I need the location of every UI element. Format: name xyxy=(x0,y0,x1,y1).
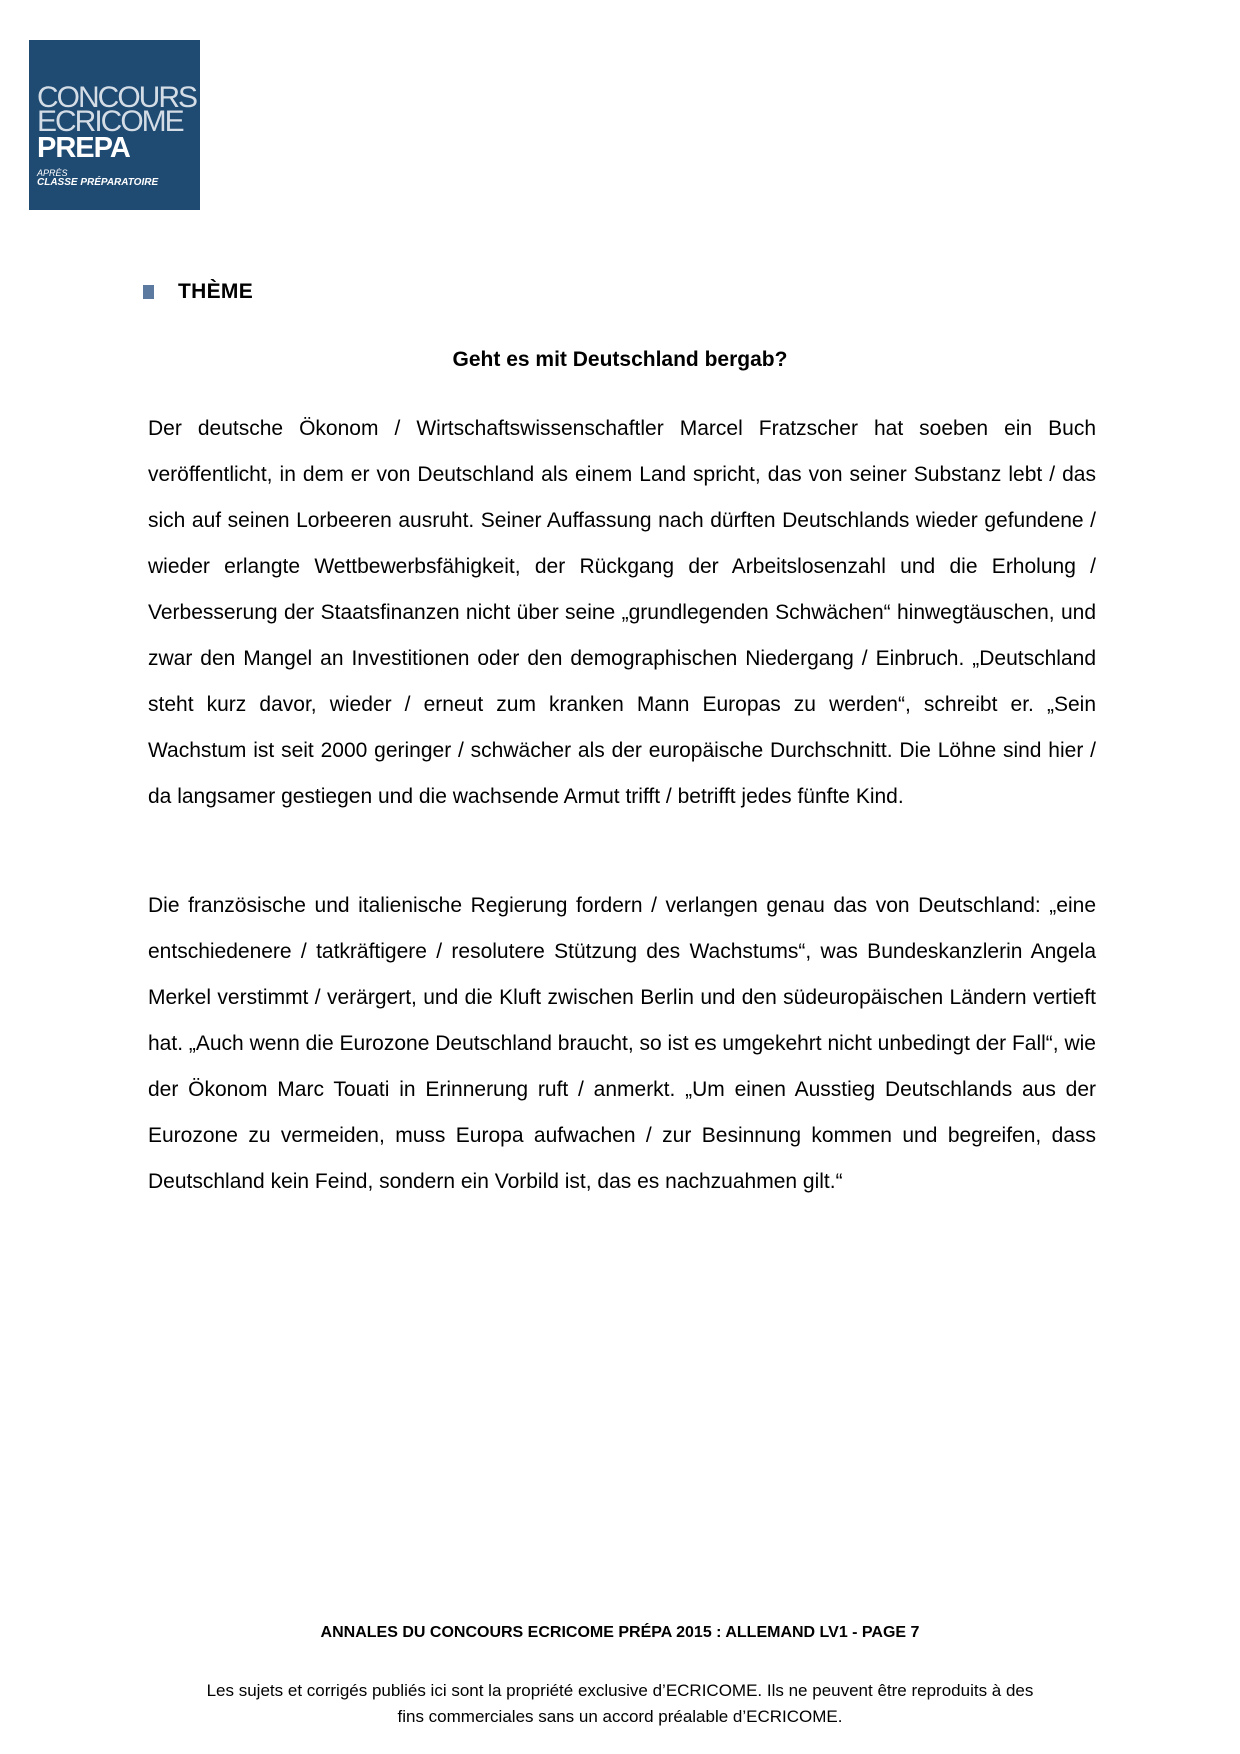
ecricome-logo xyxy=(29,40,200,210)
body-paragraph-2: Die französische und italienische Regierung fordern / verlangen genau das von Deutschland: „eine entschiedenere / tatkräftigere / resolutere Stützung des Wachstums“, was Bundeskanzlerin Angela Merkel verstimmt / verärgert, und die Kluft zwischen Berlin und den südeuropäischen Ländern vertieft hat. „Auch wenn die Eurozone Deutschland braucht, so ist es umgekehrt nicht unbedingt der Fall“, wie der Ökonom Marc Touati in Erinnerung ruft / anmerkt. „Um einen Ausstieg Deutschlands aus der Eurozone zu vermeiden, muss Europa aufwachen / zur Besinnung kommen und begreifen, dass Deutschland kein Feind, sondern ein Vorbild ist, das es nachzuahmen gilt.“ xyxy=(148,894,1096,1193)
section-heading xyxy=(143,280,253,304)
body-paragraph-1: Der deutsche Ökonom / Wirtschaftswissenschaftler Marcel Fratzscher hat soeben ein Buch veröffentlicht, in dem er von Deutschland als einem Land spricht, das von seiner Substanz lebt / das sich auf seinen Lorbeeren ausruht. Seiner Auffassung nach dürften Deutschlands wieder gefundene / wieder erlangte Wettbewerbsfähigkeit, der Rückgang der Arbeitslosenzahl und die Erholung / Verbesserung der Staatsfinanzen nicht über seine „grundlegenden Schwächen“ hinwegtäuschen, und zwar den Mangel an Investitionen oder den demographischen Niedergang / Einbruch. „Deutschland steht kurz davor, wieder / erneut zum kranken Mann Europas zu werden“, schreibt er. „Sein Wachstum ist seit 2000 geringer / schwächer als der europäische Durchschnitt. Die Löhne sind hier / da langsamer gestiegen und die wachsende Armut trifft / betrifft jedes fünfte Kind. xyxy=(148,417,1096,808)
footer-note-line-1: Les sujets et corrigés publiés ici sont la propriété exclusive d’ECRICOME. Ils ne peuvent être reproduits à des xyxy=(206,1681,1034,1700)
section-title: THÈME xyxy=(178,280,253,303)
footer-copyright-note xyxy=(0,1678,1240,1730)
logo-line-ecricome: ECRICOME xyxy=(37,105,183,138)
logo-line-classe-preparatoire: CLASSE PRÉPARATOIRE xyxy=(37,177,159,188)
footer-note-line-2: fins commerciales sans un accord préalable d’ECRICOME. xyxy=(397,1707,843,1726)
logo-line-prepa: PREPA xyxy=(37,132,130,164)
square-bullet-icon xyxy=(143,285,154,299)
footer-title: ANNALES DU CONCOURS ECRICOME PRÉPA 2015 : ALLEMAND LV1 - PAGE 7 xyxy=(320,1624,920,1641)
logo-line-concours: CONCOURS xyxy=(37,81,197,114)
document-title: Geht es mit Deutschland bergab? xyxy=(452,348,788,371)
logo-line-apres: APRÈS xyxy=(37,168,68,178)
